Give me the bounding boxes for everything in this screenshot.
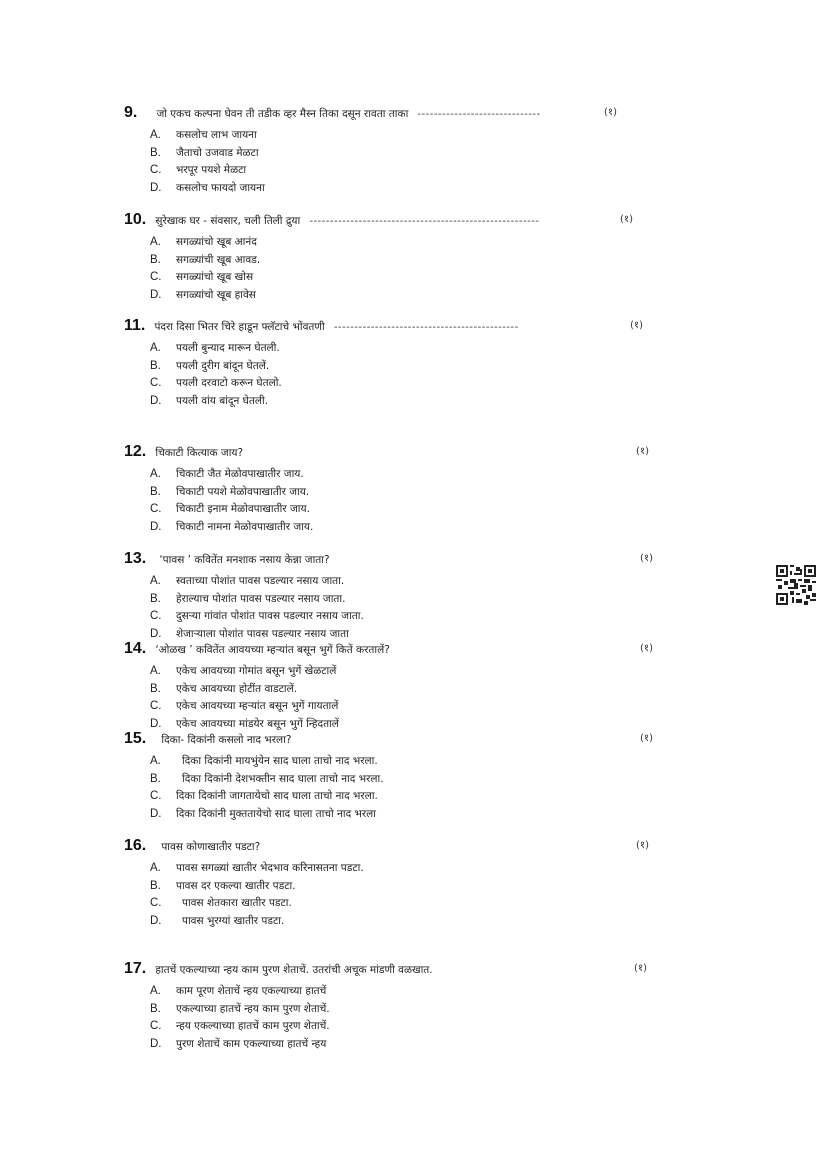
question-number: 12. xyxy=(124,443,147,460)
option-text: जैताचो उजवाड मेळटा xyxy=(176,146,259,159)
option-text: दिका दिकांनी देशभक्तीन साद घाला ताचो नाद भरला. xyxy=(182,772,384,785)
answer-blank-dashes: -------------------------------------------------------- xyxy=(309,216,540,227)
option-a xyxy=(124,659,664,677)
option-letter: A. xyxy=(150,468,161,480)
marks-label: (१) xyxy=(640,733,654,744)
option-c xyxy=(124,371,664,389)
option-text: भरपूर पयशे मेळटा xyxy=(176,164,247,176)
options-list xyxy=(124,336,664,406)
option-letter: C. xyxy=(150,790,162,802)
question-number: 15. xyxy=(124,730,147,747)
option-text: एकेच आवयच्या म्हऱ्यांत बसून भुगें गायतालें xyxy=(176,700,339,712)
option-letter: C. xyxy=(150,164,162,176)
option-text: पयली दुरीग बांदून घेतलें. xyxy=(176,359,270,372)
option-letter: B. xyxy=(150,682,161,695)
question-line xyxy=(124,441,664,461)
option-b xyxy=(124,767,664,785)
option-letter: B. xyxy=(150,485,161,498)
option-letter: D. xyxy=(150,288,162,301)
question-number: 10. xyxy=(124,211,147,228)
options-list xyxy=(124,856,664,926)
question-number: 9. xyxy=(124,104,138,121)
question-text: ‘ओळख ’ कवितेंत आवयच्या म्हऱ्यांत बसून भुगें कितें करतालें? xyxy=(155,644,390,656)
option-letter: D. xyxy=(150,520,162,533)
option-text: सगळ्यांचो खूब खोस xyxy=(176,271,254,283)
question-line xyxy=(124,315,664,335)
question-16 xyxy=(124,835,664,926)
option-text: दुसऱ्या गांवांत पोशांत पावस पडल्यार नसाय जाता. xyxy=(176,610,364,622)
option-b xyxy=(124,480,664,498)
option-letter: D. xyxy=(150,181,162,194)
option-letter: A. xyxy=(150,665,161,677)
option-d xyxy=(124,176,664,194)
option-letter: D. xyxy=(150,394,162,407)
option-letter: C. xyxy=(150,897,162,909)
option-d xyxy=(124,712,664,730)
marks-label: (१) xyxy=(630,320,644,331)
option-letter: D. xyxy=(150,627,162,640)
option-letter: B. xyxy=(150,146,161,159)
option-letter: B. xyxy=(150,359,161,372)
option-text: शेजाऱ्याला पोशांत पावस पडल्यार नसाय जाता xyxy=(176,627,349,640)
question-text: हातचें एकल्याच्या न्हय काम पुरण शेताचें. उतरांची अचूक मांडणी वळखात. xyxy=(155,964,433,976)
question-15 xyxy=(124,728,664,819)
option-text: एकेच आवयच्या गोमांत बसून भुगें खेळटालें xyxy=(176,665,337,677)
question-text: चिकाटी कित्याक जाय? xyxy=(155,447,244,459)
option-b xyxy=(124,141,664,159)
option-letter: B. xyxy=(150,772,161,785)
marks-label: (१) xyxy=(636,446,650,457)
marks-label: (१) xyxy=(604,107,618,118)
question-text: जो एकच कल्पना घेवन ती तडीक व्हर मैस्न तिका दसून रावता ताका xyxy=(156,108,409,120)
option-letter: D. xyxy=(150,914,162,927)
option-text: कसलोच लाभ जायना xyxy=(176,129,257,141)
question-line xyxy=(124,102,664,122)
question-text: पावस कोणाखातीर पडटा? xyxy=(161,841,261,853)
marks-label: (१) xyxy=(620,214,634,225)
question-line xyxy=(124,548,664,568)
option-d xyxy=(124,909,664,927)
option-letter: A. xyxy=(150,985,161,997)
option-letter: A. xyxy=(150,342,161,354)
option-c xyxy=(124,158,664,176)
option-letter: D. xyxy=(150,807,162,820)
option-d xyxy=(124,283,664,301)
option-text: एकेच आवयच्या होटींत वाडटालें. xyxy=(176,682,298,695)
options-list xyxy=(124,659,664,729)
option-text: स्वताच्या पोशांत पावस पडल्यार नसाय जाता. xyxy=(176,575,345,587)
option-a xyxy=(124,230,664,248)
option-b xyxy=(124,354,664,372)
option-b xyxy=(124,997,664,1015)
option-c xyxy=(124,265,664,283)
option-letter: B. xyxy=(150,592,161,605)
option-c xyxy=(124,1014,664,1032)
option-b xyxy=(124,587,664,605)
option-text: कसलोच फायदो जायना xyxy=(176,181,265,194)
option-letter: A. xyxy=(150,575,161,587)
option-letter: A. xyxy=(150,755,161,767)
options-list xyxy=(124,462,664,532)
option-a xyxy=(124,123,664,141)
option-letter: D. xyxy=(150,1037,162,1050)
option-text: चिकाटी पयशे मेळोवपाखातीर जाय. xyxy=(176,485,310,498)
option-letter: C. xyxy=(150,377,162,389)
option-a xyxy=(124,462,664,480)
question-17 xyxy=(124,958,664,1049)
marks-label: (१) xyxy=(640,643,654,654)
option-a xyxy=(124,336,664,354)
option-d xyxy=(124,622,664,640)
options-list xyxy=(124,230,664,300)
option-letter: B. xyxy=(150,253,161,266)
option-letter: C. xyxy=(150,1020,162,1032)
option-text: सगळ्यांचो खूब आनंद xyxy=(176,236,257,248)
question-12 xyxy=(124,441,664,532)
question-number: 11. xyxy=(124,317,146,334)
option-letter: D. xyxy=(150,717,162,730)
options-list xyxy=(124,979,664,1049)
question-text: ‘पावस ’ कवितेंत मनशाक नसाय केन्ना जाता? xyxy=(159,554,330,566)
option-text: पावस भुरग्यां खातीर पडटा. xyxy=(182,914,285,927)
question-number: 17. xyxy=(124,960,147,977)
options-list xyxy=(124,569,664,639)
question-14 xyxy=(124,638,664,729)
question-line xyxy=(124,728,664,748)
option-text: पयली बुन्याद मारून घेतली. xyxy=(176,342,280,354)
question-text: दिका- दिकांनी कसलो नाद भरला? xyxy=(161,734,292,746)
option-text: एकेच आवयच्या मांडयेर बसून भुगें न्हिदतालें xyxy=(176,717,339,730)
option-a xyxy=(124,856,664,874)
option-a xyxy=(124,569,664,587)
question-line xyxy=(124,958,664,978)
marks-label: (१) xyxy=(636,840,650,851)
option-letter: A. xyxy=(150,129,161,141)
option-d xyxy=(124,802,664,820)
option-letter: B. xyxy=(150,1002,161,1015)
question-text: पंदरा दिसा भितर चिरे हाडून फ्लॅटाचे भोंवतणी xyxy=(154,321,325,333)
option-b xyxy=(124,677,664,695)
option-text: चिकाटी नामना मेळोवपाखातीर जाय. xyxy=(176,520,314,533)
option-text: हेराल्याच पोशांत पावस पडल्यार नसाय जाता. xyxy=(176,592,346,605)
option-letter: C. xyxy=(150,610,162,622)
option-text: पयली वांय बांदून घेतली. xyxy=(176,394,269,407)
question-13 xyxy=(124,548,664,639)
answer-blank-dashes: ------------------------------ xyxy=(417,109,541,120)
option-b xyxy=(124,874,664,892)
question-9 xyxy=(124,102,664,193)
option-text: सगळ्यांची खूब आवड. xyxy=(176,253,261,266)
question-number: 16. xyxy=(124,837,147,854)
option-text: काम पूरण शेताचें न्हय एकल्याच्या हातचें xyxy=(176,985,327,997)
option-text: न्हय एकल्याच्या हातचें काम पुरण शेताचें. xyxy=(176,1020,330,1032)
options-list xyxy=(124,749,664,819)
option-letter: C. xyxy=(150,700,162,712)
options-list xyxy=(124,123,664,193)
option-d xyxy=(124,389,664,407)
option-letter: C. xyxy=(150,503,162,515)
option-letter: A. xyxy=(150,236,161,248)
question-11 xyxy=(124,315,664,406)
option-text: पावस दर एकल्या खातीर पडटा. xyxy=(176,879,296,892)
option-b xyxy=(124,248,664,266)
question-number: 13. xyxy=(124,550,147,567)
option-d xyxy=(124,1032,664,1050)
option-text: पावस सगळ्यां खातीर भेदभाव करिनासतना पडटा. xyxy=(176,862,364,874)
option-text: पुरण शेताचें काम एकल्याच्या हातचें न्हय xyxy=(176,1037,327,1050)
option-text: चिकाटी इनाम मेळोवपाखातीर जाय. xyxy=(176,503,310,515)
question-line xyxy=(124,209,664,229)
option-text: दिका दिकांनी जागतायेचो साद घाला ताचो नाद भरला. xyxy=(176,790,378,802)
option-text: पावस शेतकारा खातीर पडटा. xyxy=(182,897,292,909)
option-c xyxy=(124,604,664,622)
answer-blank-dashes: --------------------------------------------- xyxy=(333,322,519,333)
question-text: सुरेखाक घर - संवसार, चली तिली द्रुया xyxy=(155,215,301,227)
option-c xyxy=(124,784,664,802)
marks-label: (१) xyxy=(640,553,654,564)
option-letter: A. xyxy=(150,862,161,874)
option-c xyxy=(124,891,664,909)
option-a xyxy=(124,749,664,767)
option-text: एकल्याच्या हातचें न्हय काम पुरण शेताचें. xyxy=(176,1002,330,1015)
option-a xyxy=(124,979,664,997)
question-number: 14. xyxy=(124,640,147,657)
question-10 xyxy=(124,209,664,300)
qr-code-icon xyxy=(776,565,816,605)
option-text: दिका दिकांनी मायभुंयेन साद घाला ताचो नाद भरला. xyxy=(182,755,378,767)
option-letter: C. xyxy=(150,271,162,283)
option-c xyxy=(124,497,664,515)
option-letter: B. xyxy=(150,879,161,892)
option-c xyxy=(124,694,664,712)
option-d xyxy=(124,515,664,533)
marks-label: (१) xyxy=(634,963,648,974)
question-line xyxy=(124,835,664,855)
option-text: चिकाटी जैत मेळोवपाखातीर जाय. xyxy=(176,468,304,480)
option-text: पयली दरवाटो करून घेतलो. xyxy=(176,377,282,389)
question-line xyxy=(124,638,664,658)
option-text: सगळ्यांचो खूब हावेस xyxy=(176,288,256,301)
option-text: दिका दिकांनी मुक्ततायेचो साद घाला ताचो नाद भरला xyxy=(176,807,377,820)
